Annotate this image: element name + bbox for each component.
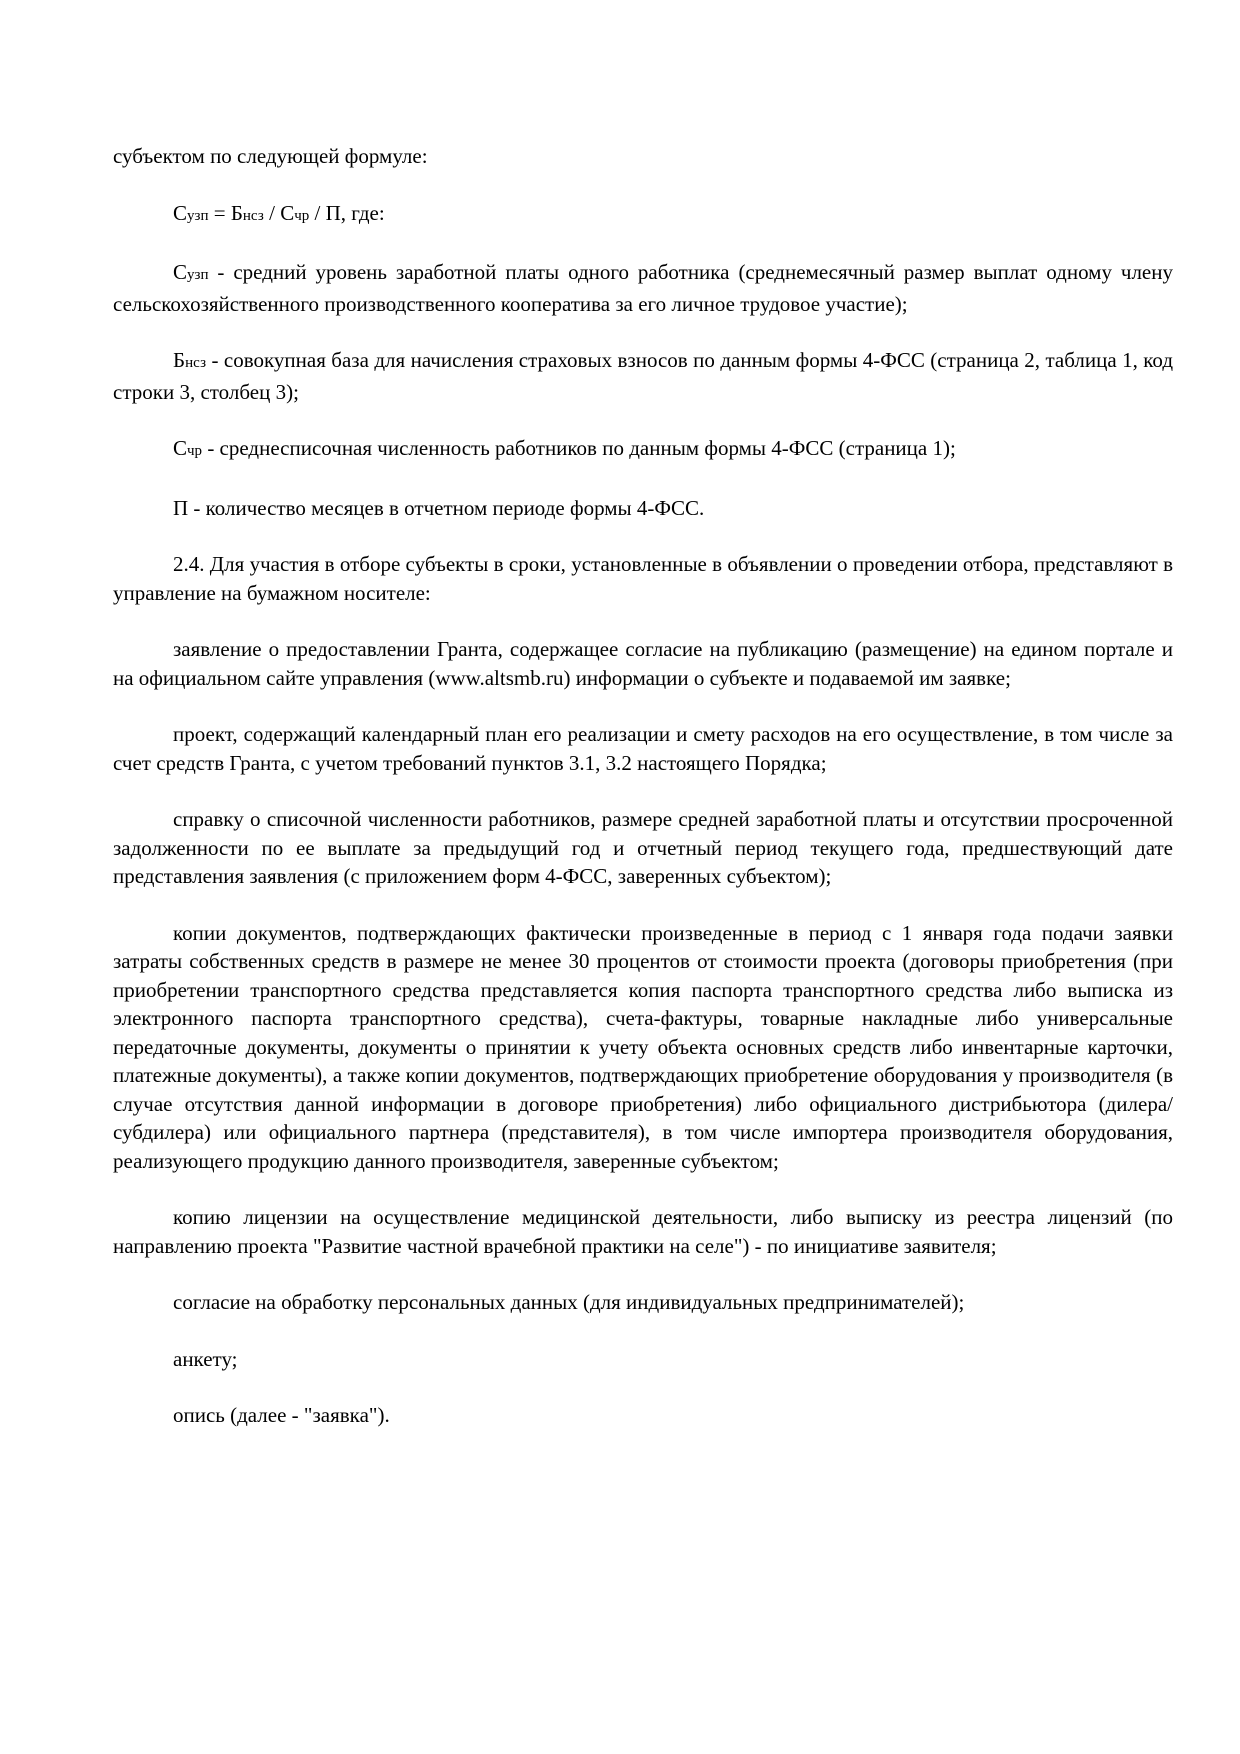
definition-text: - количество месяцев в отчетном периоде формы 4-ФСС.	[188, 495, 705, 520]
definition-symbol-sub: чр	[187, 443, 203, 459]
definition-symbol-sub: нсз	[185, 355, 207, 371]
definition-symbol: С	[173, 436, 188, 460]
definition-text: - совокупная база для начисления страховых взносов по данным формы 4-ФСС (страница 2, таблица 1, код строки 3, столбец 3);	[113, 348, 1173, 404]
definition-symbol-sub: узп	[187, 267, 209, 283]
definition-text: - средний уровень заработной платы одного работника (среднемесячный размер выплат одному члену сельскохозяйственного производственного кооператива за его личное трудовое участие);	[113, 260, 1173, 316]
list-item-inventory: опись (далее - "заявка").	[173, 1403, 390, 1427]
definition-schr	[113, 434, 1173, 466]
definition-symbol: С	[173, 260, 188, 284]
list-item-questionnaire: анкету;	[173, 1346, 238, 1371]
list-item-employee-certificate: справку о списочной численности работников, размере средней заработной платы и отсутствии просроченной задолженности по ее выплате за предыдущий год и отчетный период текущего года, предшествующий дате представления заявления (с приложением форм 4-ФСС, заверенных субъектом);	[113, 807, 1173, 888]
formula-c-base: С	[280, 200, 295, 225]
formula-eq: =	[208, 200, 231, 225]
formula-b-sub: нсз	[242, 207, 264, 224]
list-item-project: проект, содержащий календарный план его реализации и смету расходов на его осуществление, в том числе за счет средств Гранта, с учетом требований пунктов 3.1, 3.2 настоящего Порядка;	[113, 722, 1173, 775]
formula-tail: / П, где:	[309, 200, 385, 225]
formula	[113, 199, 1173, 231]
definition-text: - среднесписочная численность работников по данным формы 4-ФСС (страница 1);	[202, 436, 956, 460]
list-item-expense-documents: копии документов, подтверждающих фактически произведенные в период с 1 января года подачи заявки затраты собственных средств в размере не менее 30 процентов от стоимости проекта (договоры приобретения (при приобретении транспортного средства представляется копия паспорта транспортного средства либо выписка из электронного паспорта транспортного средства), счета-фактуры, товарные накладные либо универсальные передаточные документы, документы о принятии к учету объекта основных средств либо инвентарные карточки, платежные документы), а также копии документов, подтверждающих приобретение оборудования у производителя (в случае отсутствия данной информации в договоре приобретения) либо официального дистрибьютора (дилера/субдилера) или официального партнера (представителя), в том числе импортера производителя оборудования, реализующего продукцию данного производителя, заверенные субъектом;	[113, 920, 1173, 1173]
formula-sep: /	[263, 200, 281, 225]
list-item-application: заявление о предоставлении Гранта, содержащее согласие на публикацию (размещение) на едином портале и на официальном сайте управления (www.altsmb.ru) информации о субъекте и подаваемой им заявке;	[113, 637, 1173, 690]
list-item-medical-license: копию лицензии на осуществление медицинской деятельности, либо выписку из реестра лицензий (по направлению проекта "Развитие частной врачебной практики на селе") - по инициативе заявителя;	[113, 1205, 1173, 1258]
section-2-4: 2.4. Для участия в отборе субъекты в сроки, установленные в объявлении о проведении отбора, представляют в управление на бумажном носителе:	[113, 552, 1173, 605]
definition-p	[113, 494, 1173, 523]
formula-c-sub: чр	[294, 207, 310, 224]
document-page	[113, 142, 1173, 1458]
definition-suzp	[113, 258, 1173, 318]
definition-symbol: Б	[173, 348, 186, 372]
intro-line: субъектом по следующей формуле:	[113, 144, 428, 168]
list-item-personal-data-consent: согласие на обработку персональных данных (для индивидуальных предпринимателей);	[173, 1290, 965, 1314]
definition-symbol: П	[173, 495, 189, 520]
formula-lhs-base: С	[173, 200, 188, 225]
formula-b-base: Б	[230, 200, 243, 225]
definition-bnsz	[113, 346, 1173, 406]
formula-lhs-sub: узп	[187, 207, 209, 224]
